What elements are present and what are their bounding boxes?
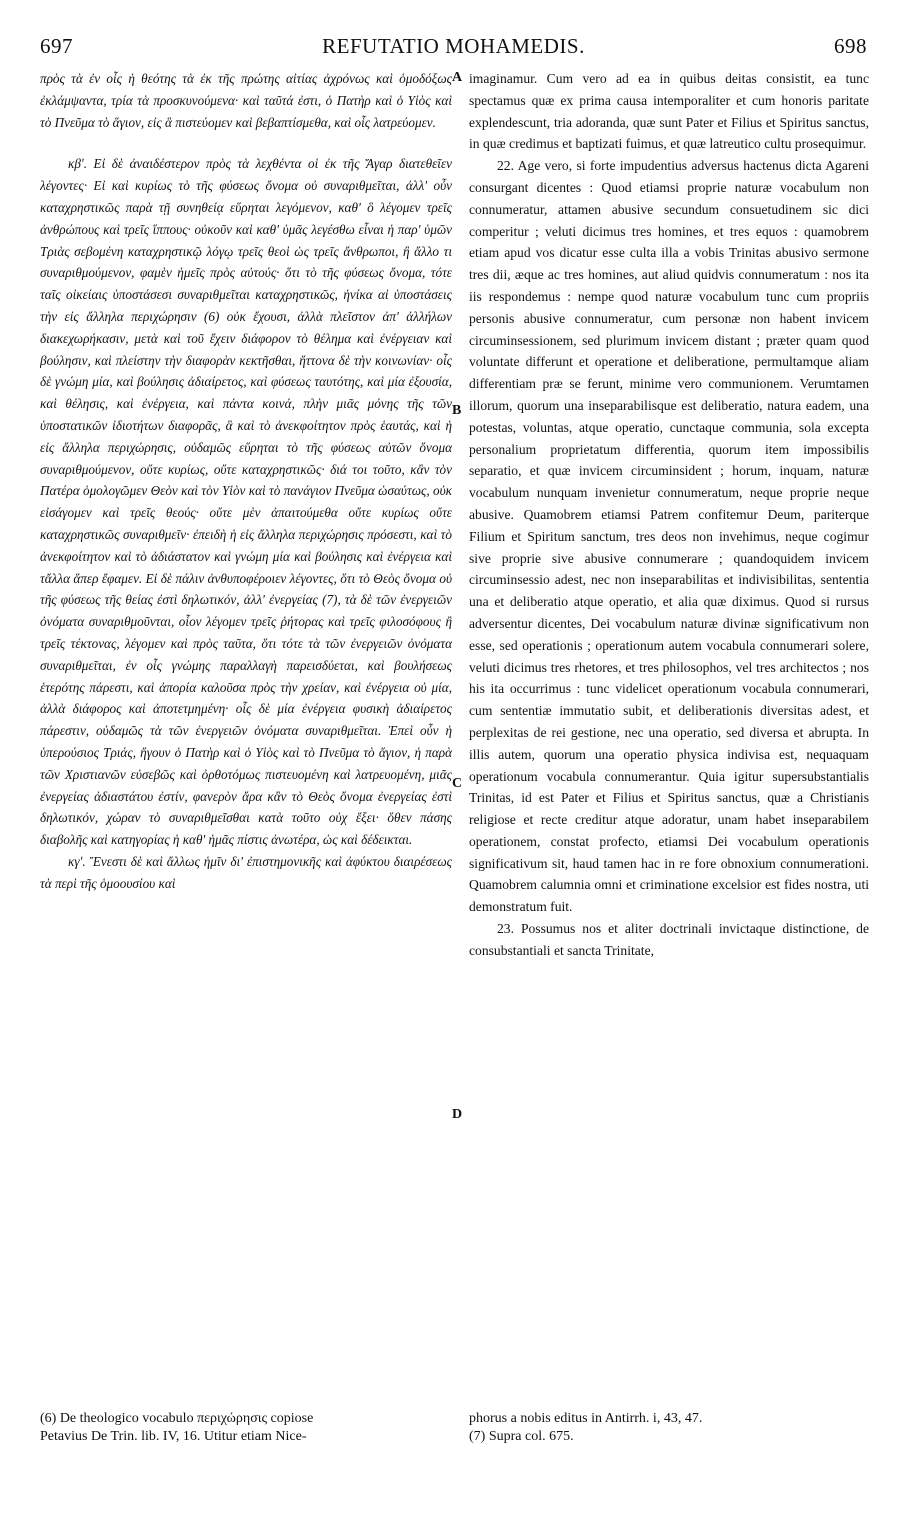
latin-paragraph: imaginamur. Cum vero ad ea in quibus deitas consistit, ea tunc spectamus quæ ex prima causa intemporaliter et cum honoris paritate explendescunt, tria adoranda, quæ sunt Pater et Filius et Spiritus sanctus, in quæ credimus et baptizati fuimus, et quæ latreutico cultu prosequimur. bbox=[469, 71, 869, 152]
latin-column bbox=[469, 68, 869, 1068]
greek-paragraph: πρὸς τὰ ἐν οἷς ἡ θεότης τὰ ἐκ τῆς πρώτης αἰτίας ἀχρόνως καὶ ὁμοδόξως ἐκλάμψαντα, τρία τὰ προσκυνούμενα· καὶ ταῦτά ἐστι, ὁ Πατὴρ καὶ ὁ Υἱὸς καὶ τὸ Πνεῦμα τὸ ἅγιον, εἰς ἃ πιστεύομεν καὶ βεβαπτίσμεθα, καὶ οἷς λατρεύομεν. bbox=[40, 71, 452, 130]
footnote-line: phorus a nobis editus in Antirrh. i, 43, 47. bbox=[469, 1411, 703, 1426]
margin-letter-b: B bbox=[452, 403, 462, 418]
footnote-line: Petavius De Trin. lib. IV, 16. Utitur etiam Nice- bbox=[40, 1429, 307, 1444]
margin-letter-a: A bbox=[452, 70, 463, 85]
margin-letter-c: C bbox=[452, 776, 463, 791]
greek-column bbox=[40, 68, 452, 1068]
latin-paragraph: 23. Possumus nos et aliter doctrinali invictaque distinctione, de consubstantiali et sancta Trinitate, bbox=[469, 921, 869, 958]
running-header bbox=[40, 34, 867, 64]
footnotes-right bbox=[469, 1410, 869, 1446]
greek-paragraph: κβʹ. Εἰ δὲ ἀναιδέστερον πρὸς τὰ λεχθέντα οἱ ἐκ τῆς Ἄγαρ διατεθεῖεν λέγοντες· Εἰ καὶ κυρίως τὸ τῆς φύσεως ὄνομα οὐ συναριθμεῖται, ἀλλ' οὖν καταχρηστικῶς παρὰ τῇ συνηθείᾳ εὕρηται λεγόμενον, καθ' ὃ λέγομεν τρεῖς ἀνθρώπους καὶ τρεῖς ἵππους· οὐκοῦν καὶ καθ' ὑμᾶς λεγέσθω εἶναι ἡ παρ' ὑμῶν Τριὰς σεβομένη καταχρηστικῷ λόγῳ τρεῖς θεοὶ ὡς τρεῖς ἄνθρωποι, ἢ ἄλλο τι συναριθμούμενον, φαμὲν ἡμεῖς πρὸς αὐτούς· ὅτι τὸ τῆς φύσεως ὄνομα, τότε ταῖς οἰκείαις ὑποστάσεσι συναριθμεῖται καταχρηστικῶς, ἡνίκα αἱ ὑποστάσεις τὴν εἰς ἄλληλα περιχώρησιν (6) οὐκ ἔχουσι, ἀλλὰ πλεῖστον ἀπ' ἀλλήλων διακεχωρήκασιν, μετὰ καὶ τοῦ ἔχειν διάφορον τὸ θέλημα καὶ ἐνέργειαν καὶ βούλησιν, καὶ πλείστην τὴν διαφορὰν κεκτῆσθαι, ἥττονα δὲ τὴν κοινωνίαν· οἷς δὲ γνώμη μία, καὶ βούλησις ἀδιαίρετος, καὶ φύσεως ταυτότης, καὶ μία ἐξουσία, καὶ θέλησις, καὶ ἐνέργεια, καὶ πάντα κοινά, πλὴν μιᾶς μόνης τῆς τῶν ὑποστατικῶν ἰδιοτήτων διαφορᾶς, ἃ καὶ τὸ ἀνεκφοίτητον πρὸς ἑαυτάς, καὶ ἡ εἰς ἄλληλα περιχώρησις, οὐδαμῶς εὕρηται τὸ τῆς φύσεως αὐτῶν ὄνομα συναριθμούμενον, οὔτε κυρίως, οὔτε καταχρηστικῶς· διά τοι τοῦτο, κἂν τὸν Πατέρα ὁμολογῶμεν Θεὸν καὶ τὸν Υἱὸν καὶ τὸ πανάγιον Πνεῦμα ὡσαύτως, οὐκ εἰσάγομεν καὶ τρεῖς θεούς· οὔτε μὲν ἀπαιτούμεθα οὔτε κυρίως οὔτε καταχρηστικῶς συναριθμεῖν· ἐπειδὴ ἡ εἰς ἄλληλα περιχώρησις πρόσεστι, καὶ τὸ ἀνεκφοίτητον καὶ τὸ ἀδιάστατον καὶ γνώμη μία καὶ βούλησις καὶ ἐνέργεια καὶ τἄλλα ἅπερ ἔφαμεν. Εἰ δὲ πάλιν ἀνθυποφέροιεν λέγοντες, ὅτι τὸ Θεὸς ὄνομα οὐ τῆς φύσεως τῆς θείας ἐστὶ δηλωτικόν, ἀλλ' ἐνεργείας (7), τὰ δὲ τῶν ἐνεργειῶν ὀνόματα συναριθμοῦνται, οἷον λέγομεν τρεῖς ῥήτορας καὶ τρεῖς φιλοσόφους ἢ τρεῖς τέκτονας, λέγομεν καὶ πρὸς ταῦτα, ὅτι τότε τὰ τῶν ἐνεργειῶν ὀνόματα συναριθμεῖται, ἐν οἷς γνώμης παραλλαγὴ παρεισδύεται, καὶ βουλήσεως ἑτερότης πάρεστι, καὶ ἀπορία καλοῦσα πρὸς τὴν χρείαν, καὶ ἐνέργεια οὐ μία, ἀλλὰ διάφορος καὶ ἀποτετμημένη· οἷς δὲ μία ἐνέργεια φυσικὴ ἀδιαίρετος πάρεστιν, οὐδαμῶς τὰ τῶν ἐνεργειῶν ὀνόματα συναριθμεῖται. Ἐπεὶ οὖν ἡ ὑπερούσιος Τριάς, ἤγουν ὁ Πατὴρ καὶ ὁ Υἱὸς καὶ τὸ Πνεῦμα τὸ ἅγιον, ἡ παρὰ τῶν Χριστιανῶν εὐσεβῶς καὶ ὀρθοτόμως πιστευομένη καὶ λατρευομένη, μιᾶς ἐνεργείας ἀδιαστάτου ἐστίν, φανερὸν ἄρα κἂν τὸ Θεὸς ὄνομα ἐνεργείας ἐστὶ δηλωτικόν, χώραν τὸ συναριθμεῖσθαι κατὰ τοῦτο οὐχ ἕξει· ὅθεν πάσης διαβολῆς καὶ κατηγορίας ἡ καθ' ἡμᾶς πίστις ἀνωτέρα, ὡς καὶ δέδεικται. bbox=[40, 156, 452, 848]
footnotes-left bbox=[40, 1410, 445, 1446]
footnote-line: (7) Supra col. 675. bbox=[469, 1429, 574, 1444]
latin-paragraph: 22. Age vero, si forte impudentius adversus hactenus dicta Agareni consurgant dicentes : Quod etiamsi proprie naturæ vocabulum non connumeratur, attamen abusive secundum consuetudinem sic dici comperitur ; veluti dicimus tres homines, et tres equos : quamobrem etiam apud vos dicatur esse culta illa a vobis Trinitas abusivo sermone tres dii, æque ac tres homines, aut aliud quidvis connumeratum : nos ita iis respondemus : nempe quod naturæ vocabulum tunc cum propriis personis abusive connumeratur, cum personæ non habent invicem circuminsessionem, sed plurimum invicem distant ; præter quam quod voluntate differunt et operatione et deliberatione, permultamque aliam differentiam præ se ferunt, minime vero communionem. Verumtamen illorum, quorum una inseparabilisque est deliberatio, natura eadem, una potestas, voluntas, atque operatio, cunctaque communia, sola excepta personalium proprietatum differentia, quorum item impossibilis separatio, et quæ invicem circuminsident ; horum, inquam, naturæ vocabulum nunquam invenietur connumeratum, neque proprie neque abusive. Quamobrem etiamsi Patrem confitemur Deum, pariterque Filium et Spiritum sanctum, tres deos non invehimus, neque cogimur sive proprie sive abusive connumerare ; quandoquidem invicem circuminsessio adest, nec non inseparabilitas et indivisibilitas, sententia una et deliberatio atque operatio, et alia quæ diximus. Quod si rursus adversentur dicentes, Dei vocabulum naturæ divinæ significativum non esse, sed operationis ; operationum autem vocabula connumerari solere, veluti dicimus tres rhetores, et tres philosophos, vel tres architectos ; nos his ita occurrimus : tunc videlicet operationum vocabula connumerari, cum sententiæ immutatio subit, et deliberationis diversitas adest, et perplexitas de rei gestione, nec una operatio, sed diversa et abrupta. In illis autem, quorum una operatio physica indivisa est, nequaquam operationum vocabula connumerantur. Quia igitur supersubstantialis Trinitas, id est Pater et Filius et Spiritus sanctus, quæ a Christianis religiose et recte creditur atque adoratur, unam habet inseparabilem operationem, constat profecto, etiamsi Dei vocabulum operationis significativum sit, haud tamen hac in re fore obnoxium connumerationi. Quamobrem calumnia omni et criminatione excelsior est fides nostra, uti demonstratum fuit. bbox=[469, 158, 869, 915]
greek-paragraph: κγʹ. Ἔνεστι δὲ καὶ ἄλλως ἡμῖν δι' ἐπιστημονικῆς καὶ ἀφύκτου διαιρέσεως τὰ περὶ τῆς ὁμοουσίου καὶ bbox=[40, 853, 452, 891]
footnote-line: (6) De theologico vocabulo περιχώρησις copiose bbox=[40, 1411, 314, 1426]
page-number-right: 698 bbox=[834, 34, 867, 58]
margin-letter-d: D bbox=[452, 1107, 463, 1122]
page-number-left: 697 bbox=[40, 34, 73, 58]
running-title: REFUTATIO MOHAMEDIS. bbox=[322, 34, 585, 58]
